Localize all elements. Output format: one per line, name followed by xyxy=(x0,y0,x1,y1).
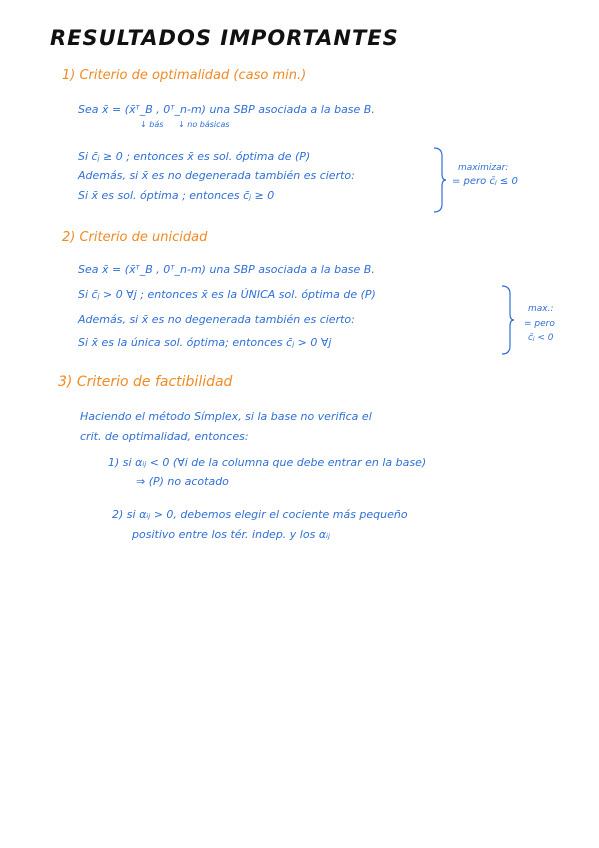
section-1-line-3: Además, si x̄ es no degenerada también es cierto: xyxy=(78,169,355,182)
section-1-sub-nonbasic: ↓ no básicas xyxy=(178,120,230,129)
section-1-side-1: maximizar: xyxy=(458,163,509,173)
section-3-line-2: crit. de optimalidad, entonces: xyxy=(80,430,249,443)
section-1-heading: 1) Criterio de optimalidad (caso min.) xyxy=(62,68,307,83)
section-2-line-1: Sea x̄ = (x̄ᵀ_B , 0ᵀ_n-m) una SBP asociada a la base B. xyxy=(78,263,375,276)
section-3-heading: 3) Criterio de factibilidad xyxy=(58,374,233,390)
section-1-brace xyxy=(432,146,448,214)
section-1-line-1: Sea x̄ = (x̄ᵀ_B , 0ᵀ_n-m) una SBP asociada a la base B. xyxy=(78,103,375,116)
section-2-side-3: c̄ⱼ < 0 xyxy=(528,333,554,343)
section-2-heading: 2) Criterio de unicidad xyxy=(62,230,208,245)
section-1-line-2: Si c̄ⱼ ≥ 0 ; entonces x̄ es sol. óptima de (P) xyxy=(78,150,311,163)
page-title: RESULTADOS IMPORTANTES xyxy=(50,26,399,50)
section-3-item-2a: 2) si αᵢⱼ > 0, debemos elegir el cociente más pequeño xyxy=(112,508,408,521)
section-3-item-1b: ⇒ (P) no acotado xyxy=(136,475,229,488)
section-2-line-4: Si x̄ es la única sol. óptima; entonces c̄ⱼ > 0 ∀j xyxy=(78,336,332,349)
section-3-item-1a: 1) si αᵢⱼ < 0 (∀i de la columna que debe entrar en la base) xyxy=(108,456,427,469)
section-1-side-2: = pero c̄ⱼ ≤ 0 xyxy=(452,176,518,187)
section-1-sub-basic: ↓ bás xyxy=(140,120,164,129)
section-1-line-4: Si x̄ es sol. óptima ; entonces c̄ⱼ ≥ 0 xyxy=(78,189,275,202)
section-2-line-2: Si c̄ⱼ > 0 ∀j ; entonces x̄ es la ÚNICA sol. óptima de (P) xyxy=(78,288,376,301)
section-3-item-2b: positivo entre los tér. indep. y los αᵢⱼ xyxy=(132,528,330,541)
section-2-side-1: max.: xyxy=(528,304,554,314)
section-2-side-2: = pero xyxy=(524,319,555,329)
section-3-line-1: Haciendo el método Símplex, si la base no verifica el xyxy=(80,410,372,423)
section-2-line-3: Además, si x̄ es no degenerada también es cierto: xyxy=(78,313,355,326)
section-2-brace xyxy=(500,284,516,356)
